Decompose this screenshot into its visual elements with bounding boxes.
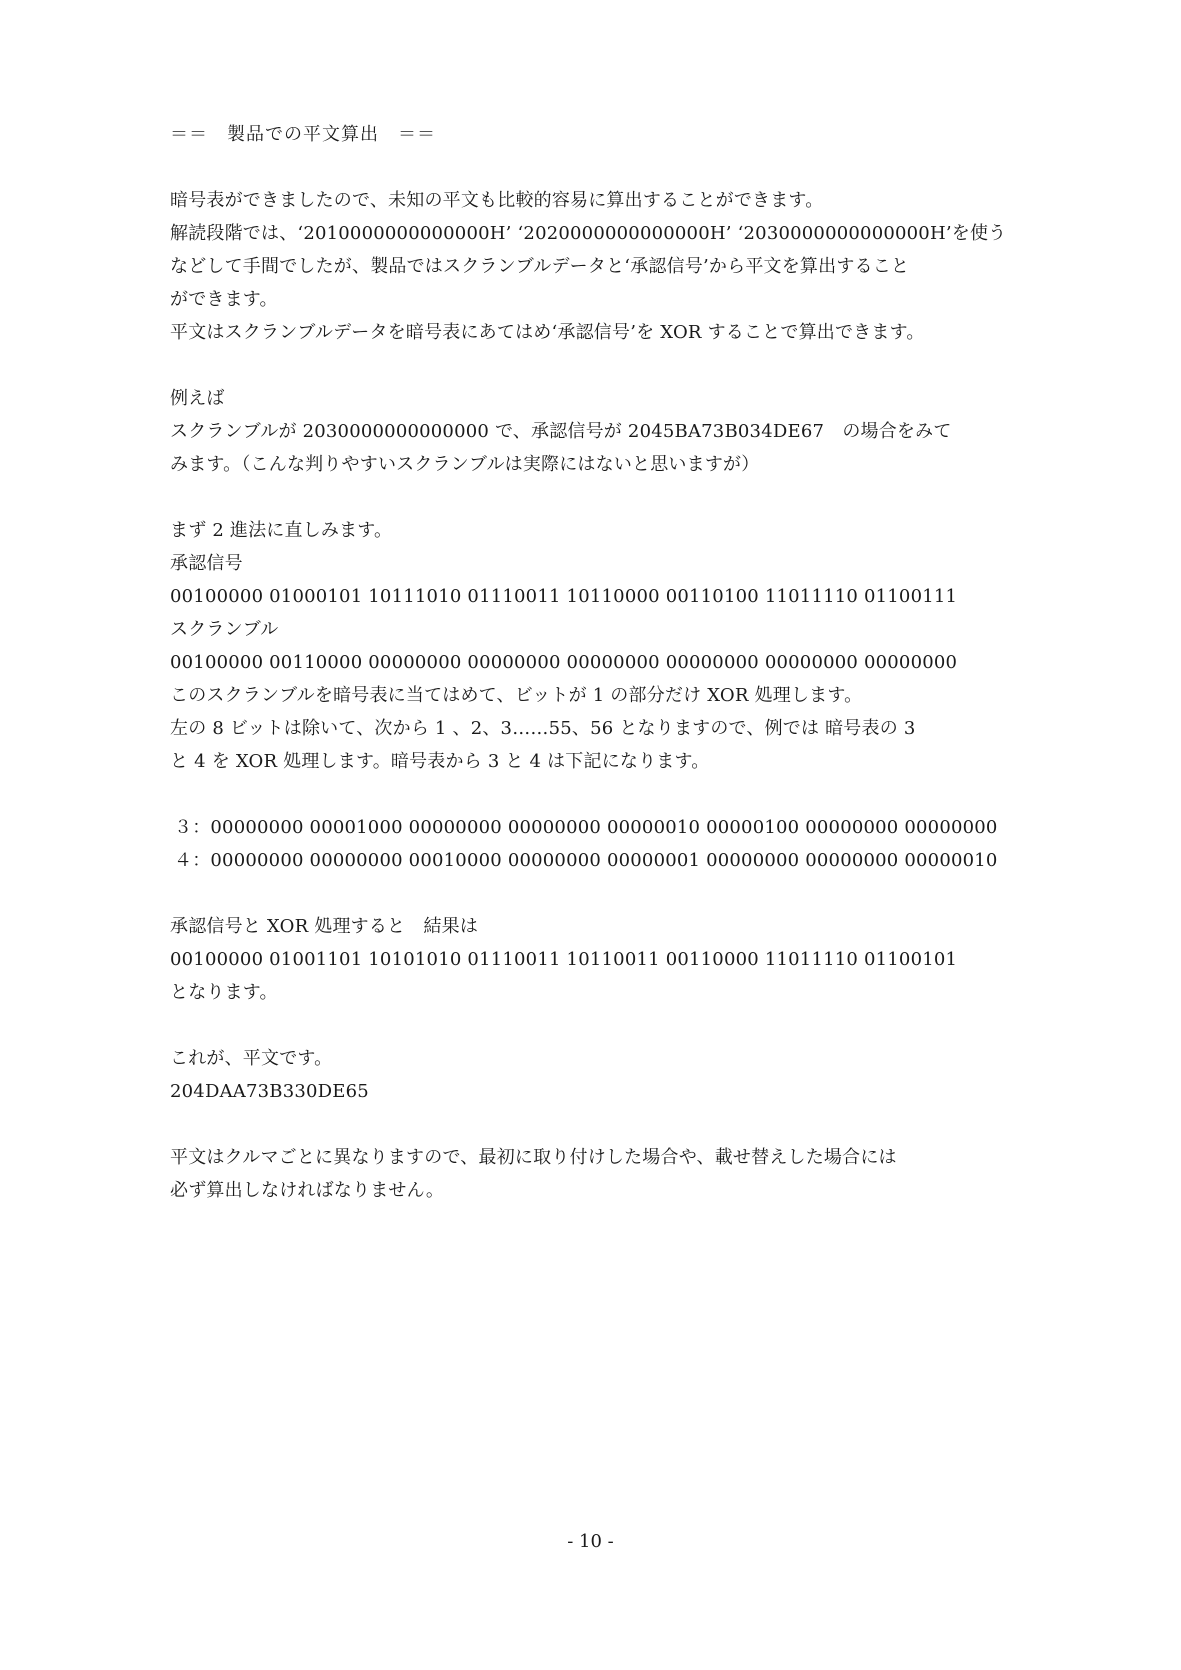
text-line: このスクランブルを暗号表に当てはめて、ビットが 1 の部分だけ XOR 処理します。: [170, 685, 863, 706]
spacer: [170, 481, 1020, 514]
text-line: スクランブル: [170, 619, 279, 640]
text-line: となります。: [170, 982, 278, 1003]
binary-line: 00100000 01001101 10101010 01110011 10110011 00110000 11011110 01100101: [170, 949, 958, 970]
text-line: 承認信号: [170, 553, 243, 574]
paragraph-binary-conversion: [170, 514, 1020, 778]
text-line: ができます。: [170, 289, 278, 310]
text-line: 必ず算出しなければなりません。: [170, 1180, 445, 1201]
section-heading: ＝＝ 製品での平文算出 ＝＝: [170, 124, 436, 145]
document-body: [170, 118, 1020, 1207]
paragraph-note: [170, 1141, 1020, 1207]
binary-line: ３：00000000 00001000 00000000 00000000 00000010 00000100 00000000 00000000: [174, 817, 998, 838]
text-line: 承認信号と XOR 処理すると 結果は: [170, 916, 479, 937]
binary-line: 00100000 00110000 00000000 00000000 00000000 00000000 00000000 00000000: [170, 652, 958, 673]
paragraph-plaintext: [170, 1042, 1020, 1108]
text-line: などして手間でしたが、製品ではスクランブルデータと‘承認信号’から平文を算出すること: [170, 256, 910, 277]
spacer: [170, 1108, 1020, 1141]
spacer: [170, 151, 1020, 184]
text-line: 左の 8 ビットは除いて、次から 1 、2、3……55、56 となりますので、例では 暗号表の 3: [170, 718, 916, 739]
text-line: スクランブルが 2030000000000000 で、承認信号が 2045BA73B034DE67 の場合をみて: [170, 421, 952, 442]
spacer: [170, 349, 1020, 382]
text-line: 解読段階では、‘2010000000000000H’ ‘2020000000000000H’ ‘2030000000000000H’を使う: [170, 223, 1007, 244]
text-line: 平文はスクランブルデータを暗号表にあてはめ‘承認信号’を XOR することで算出できます。: [170, 322, 925, 343]
hex-line: 204DAA73B330DE65: [170, 1081, 369, 1102]
text-line: と 4 を XOR 処理します。暗号表から 3 と 4 は下記になります。: [170, 751, 710, 772]
text-line: これが、平文です。: [170, 1048, 333, 1069]
paragraph-cipher-table-rows: [170, 811, 1020, 877]
spacer: [170, 877, 1020, 910]
binary-line: 00100000 01000101 10111010 01110011 10110000 00110100 11011110 01100111: [170, 586, 958, 607]
binary-line: ４：00000000 00000000 00010000 00000000 00000001 00000000 00000000 00000010: [174, 850, 998, 871]
text-line: 平文はクルマごとに異なりますので、最初に取り付けした場合や、載せ替えした場合には: [170, 1147, 897, 1168]
text-line: 暗号表ができましたので、未知の平文も比較的容易に算出することができます。: [170, 190, 824, 211]
spacer: [170, 1009, 1020, 1042]
page-number: - 10 -: [567, 1531, 614, 1552]
paragraph-intro: [170, 184, 1020, 349]
text-line: まず 2 進法に直しみます。: [170, 520, 393, 541]
text-line: みます。（こんな判りやすいスクランブルは実際にはないと思いますが）: [170, 454, 760, 475]
paragraph-xor-result: [170, 910, 1020, 1009]
paragraph-example: [170, 382, 1020, 481]
spacer: [170, 778, 1020, 811]
text-line: 例えば: [170, 388, 225, 409]
